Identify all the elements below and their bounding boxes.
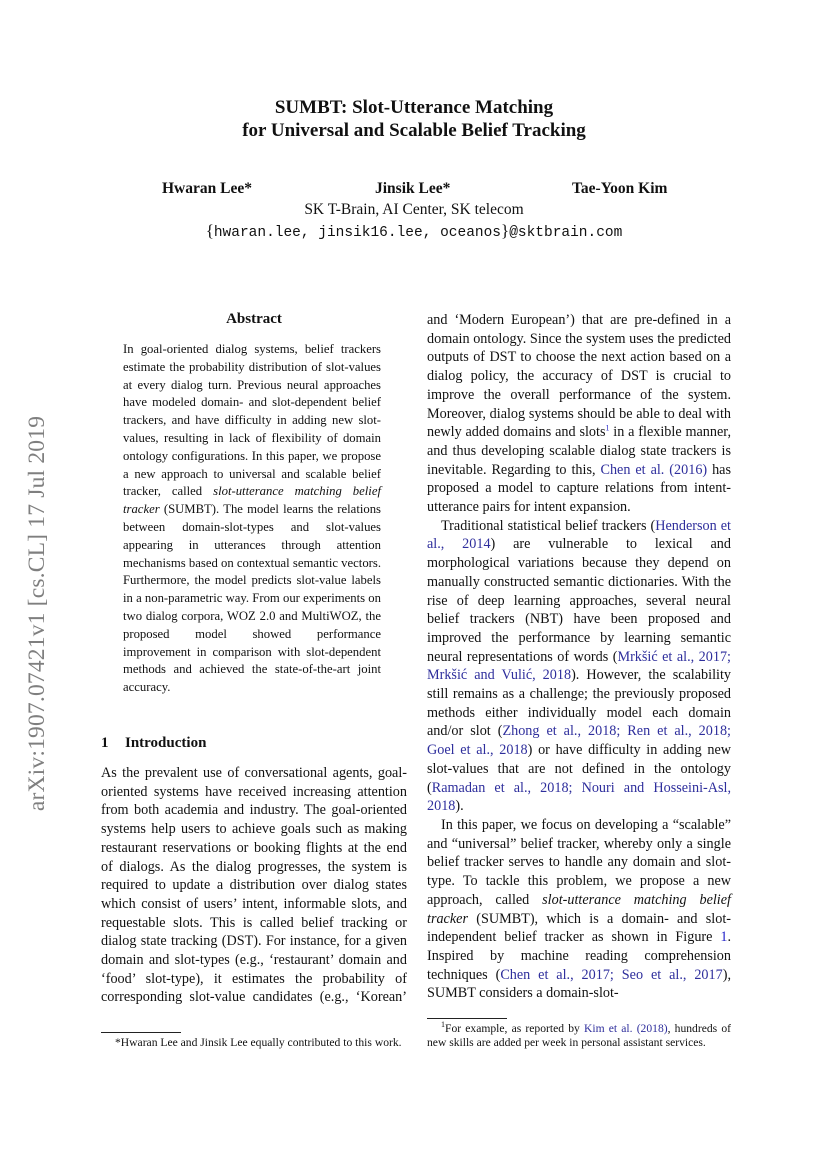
email-list: hwaran.lee, jinsik16.lee, oceanos xyxy=(213,225,502,241)
email-brace-open: { xyxy=(205,221,214,240)
abstract-heading: Abstract xyxy=(226,311,282,327)
section-heading-introduction xyxy=(101,735,206,752)
left-footnote: *Hwaran Lee and Jinsik Lee equally contributed to this work. xyxy=(115,1036,402,1049)
footnote-1-text-a: For example, as reported by xyxy=(445,1022,584,1035)
p3-text-d: ), SUMBT considers a domain-slot- xyxy=(427,966,731,1002)
p2-text-a: Traditional statistical belief trackers ( xyxy=(441,517,656,534)
author-2: Jinsik Lee* xyxy=(375,180,451,197)
p3-text-c: . Inspired by machine reading comprehension techniques ( xyxy=(427,929,731,983)
p3-text-a: In this paper, we focus on developing a “scalable” and “universal” belief tracker, whereby only a single belief tracker serves to handle any domain and slot-type. To tackle this problem, we propose a new approach, called xyxy=(427,816,731,908)
author-emails xyxy=(0,221,828,241)
right-footnote xyxy=(427,1022,731,1051)
right-footnote-rule xyxy=(427,1018,507,1019)
affiliation: SK T-Brain, AI Center, SK telecom xyxy=(304,201,524,218)
author-1: Hwaran Lee* xyxy=(162,180,252,197)
email-brace-close: } xyxy=(501,221,510,240)
p3-text-b: (SUMBT), which is a domain- and slot-independent belief tracker as shown in Figure xyxy=(427,910,731,946)
arxiv-identifier-stamp xyxy=(24,376,52,850)
author-3: Tae-Yoon Kim xyxy=(572,180,668,197)
paper-title-line-1: SUMBT: Slot-Utterance Matching xyxy=(274,97,554,118)
section-title: Introduction xyxy=(125,735,207,751)
p3-text-emphasis: slot-utterance matching belief tracker xyxy=(427,891,731,927)
p2-text-c: ). However, the scalability still remains as a challenge; the previously proposed methods either individually model each domain and/or slot ( xyxy=(427,667,731,740)
intro-paragraph-2 xyxy=(427,517,731,816)
intro-paragraph-1-continued: and ‘Modern European’) that are pre-defined in a domain ontology. Since the system uses the predicted outputs of DST to choose the next action based on a dialog policy, the accuracy of DST is crucial to improve the overall performance of the system. Moreover, dialog systems should be able to deal with newly added domains and slots$^1$ in a flexible manner, and thus developing scalable dialog state trackers is inevitable. Regarding to this, Chen et al. (2016) has proposed a model to capture relations from intent-utterance pairs for intent expansion. xyxy=(427,312,732,516)
intro-paragraph-1-start: As the prevalent use of conversational agents, goal-oriented systems have received increasing attention from both academia and industry. The goal-oriented systems help users to achieve goals such as making restaurant reservations or booking flights at the end of dialogs. As the dialog progresses, the system is required to update a distribution over dialog states which consist of users’ intent, informable slots, and requestable slots. This is called belief tracking or dialog state tracking (DST). For instance, for a given domain and slot-types (e.g., ‘restaurant’ domain and ‘food’ slot-type), it estimates the probability of corresponding slot-value candidates (e.g., ‘Korean’ xyxy=(101,765,407,1006)
left-column-body xyxy=(101,764,407,1007)
paper-title xyxy=(0,96,828,142)
arxiv-identifier-text: arXiv:1907.07421v1 [cs.CL] 17 Jul 2019 xyxy=(24,415,51,811)
citation-henderson-2014[interactable]: Henderson et al., 2014 xyxy=(427,517,731,553)
footnote-1-marker: 1 xyxy=(441,1020,445,1030)
paper-title-line-2: for Universal and Scalable Belief Tracking xyxy=(242,120,586,141)
right-column-body xyxy=(427,311,731,1003)
email-domain: @sktbrain.com xyxy=(509,225,623,241)
section-number: 1 xyxy=(101,735,109,751)
footnote-1-text-b: , hundreds of new skills are added per week in personal assistant services. xyxy=(427,1022,731,1050)
abstract-text-1: In goal-oriented dialog systems, belief trackers estimate the probability distribution of slot-values at every dialog turn. Previous neural approaches have modeled domain- and slot-dependent belief trackers, and have difficulty in adding new slot-values, resulting in lack of flexibility of domain ontology configurations. In this paper, we propose a new approach to universal and scalable belief tracker, called xyxy=(123,342,381,499)
citation-mrksic[interactable]: Mrkšić et al., 2017; Mrkšić and Vulić, 2018 xyxy=(427,648,731,684)
abstract-body xyxy=(123,341,381,697)
figure-1-reference[interactable]: 1 xyxy=(720,929,728,946)
left-footnote-rule xyxy=(101,1032,181,1033)
abstract-text-emphasis: slot-utterance matching belief tracker xyxy=(123,484,381,517)
citation-zhong-ren-goel[interactable]: Zhong et al., 2018; Ren et al., 2018; Goel et al., 2018 xyxy=(427,723,731,759)
abstract-text-2: (SUMBT). The model learns the relations between domain-slot-types and slot-values appearing in utterances through attention mechanisms based on contextual semantic vectors. Furthermore, the model predicts slot-value labels in a non-parametric way. From our experiments on two dialog corpora, WOZ 2.0 and MultiWOZ, the proposed model showed performance improvement in comparison with slot-dependent methods and achieved the state-of-the-art joint accuracy. xyxy=(123,502,381,695)
citation-chen-2016[interactable]: Chen et al. (2016) xyxy=(600,461,708,478)
p2-text-e: ). xyxy=(455,798,464,815)
citation-ramadan-nouri[interactable]: Ramadan et al., 2018; Nouri and Hosseini-Asl, 2018 xyxy=(427,779,731,815)
citation-chen-seo-2017[interactable]: Chen et al., 2017; Seo et al., 2017 xyxy=(500,966,723,983)
p2-text-b: ) are vulnerable to lexical and morphological variations because they depend on manually constructed semantic dictionaries. With the rise of deep learning approaches, several neural belief trackers (NBT) have been proposed and improved the performance by learning semantic neural representations of words ( xyxy=(427,536,731,665)
p2-text-d: ) or have difficulty in adding new slot-values that are not defined in the ontology ( xyxy=(427,742,731,796)
intro-paragraph-3 xyxy=(427,816,731,1003)
footnote-1-reference-marker[interactable]: 1 xyxy=(605,423,610,433)
citation-kim-2018[interactable]: Kim et al. (2018) xyxy=(583,1022,668,1035)
